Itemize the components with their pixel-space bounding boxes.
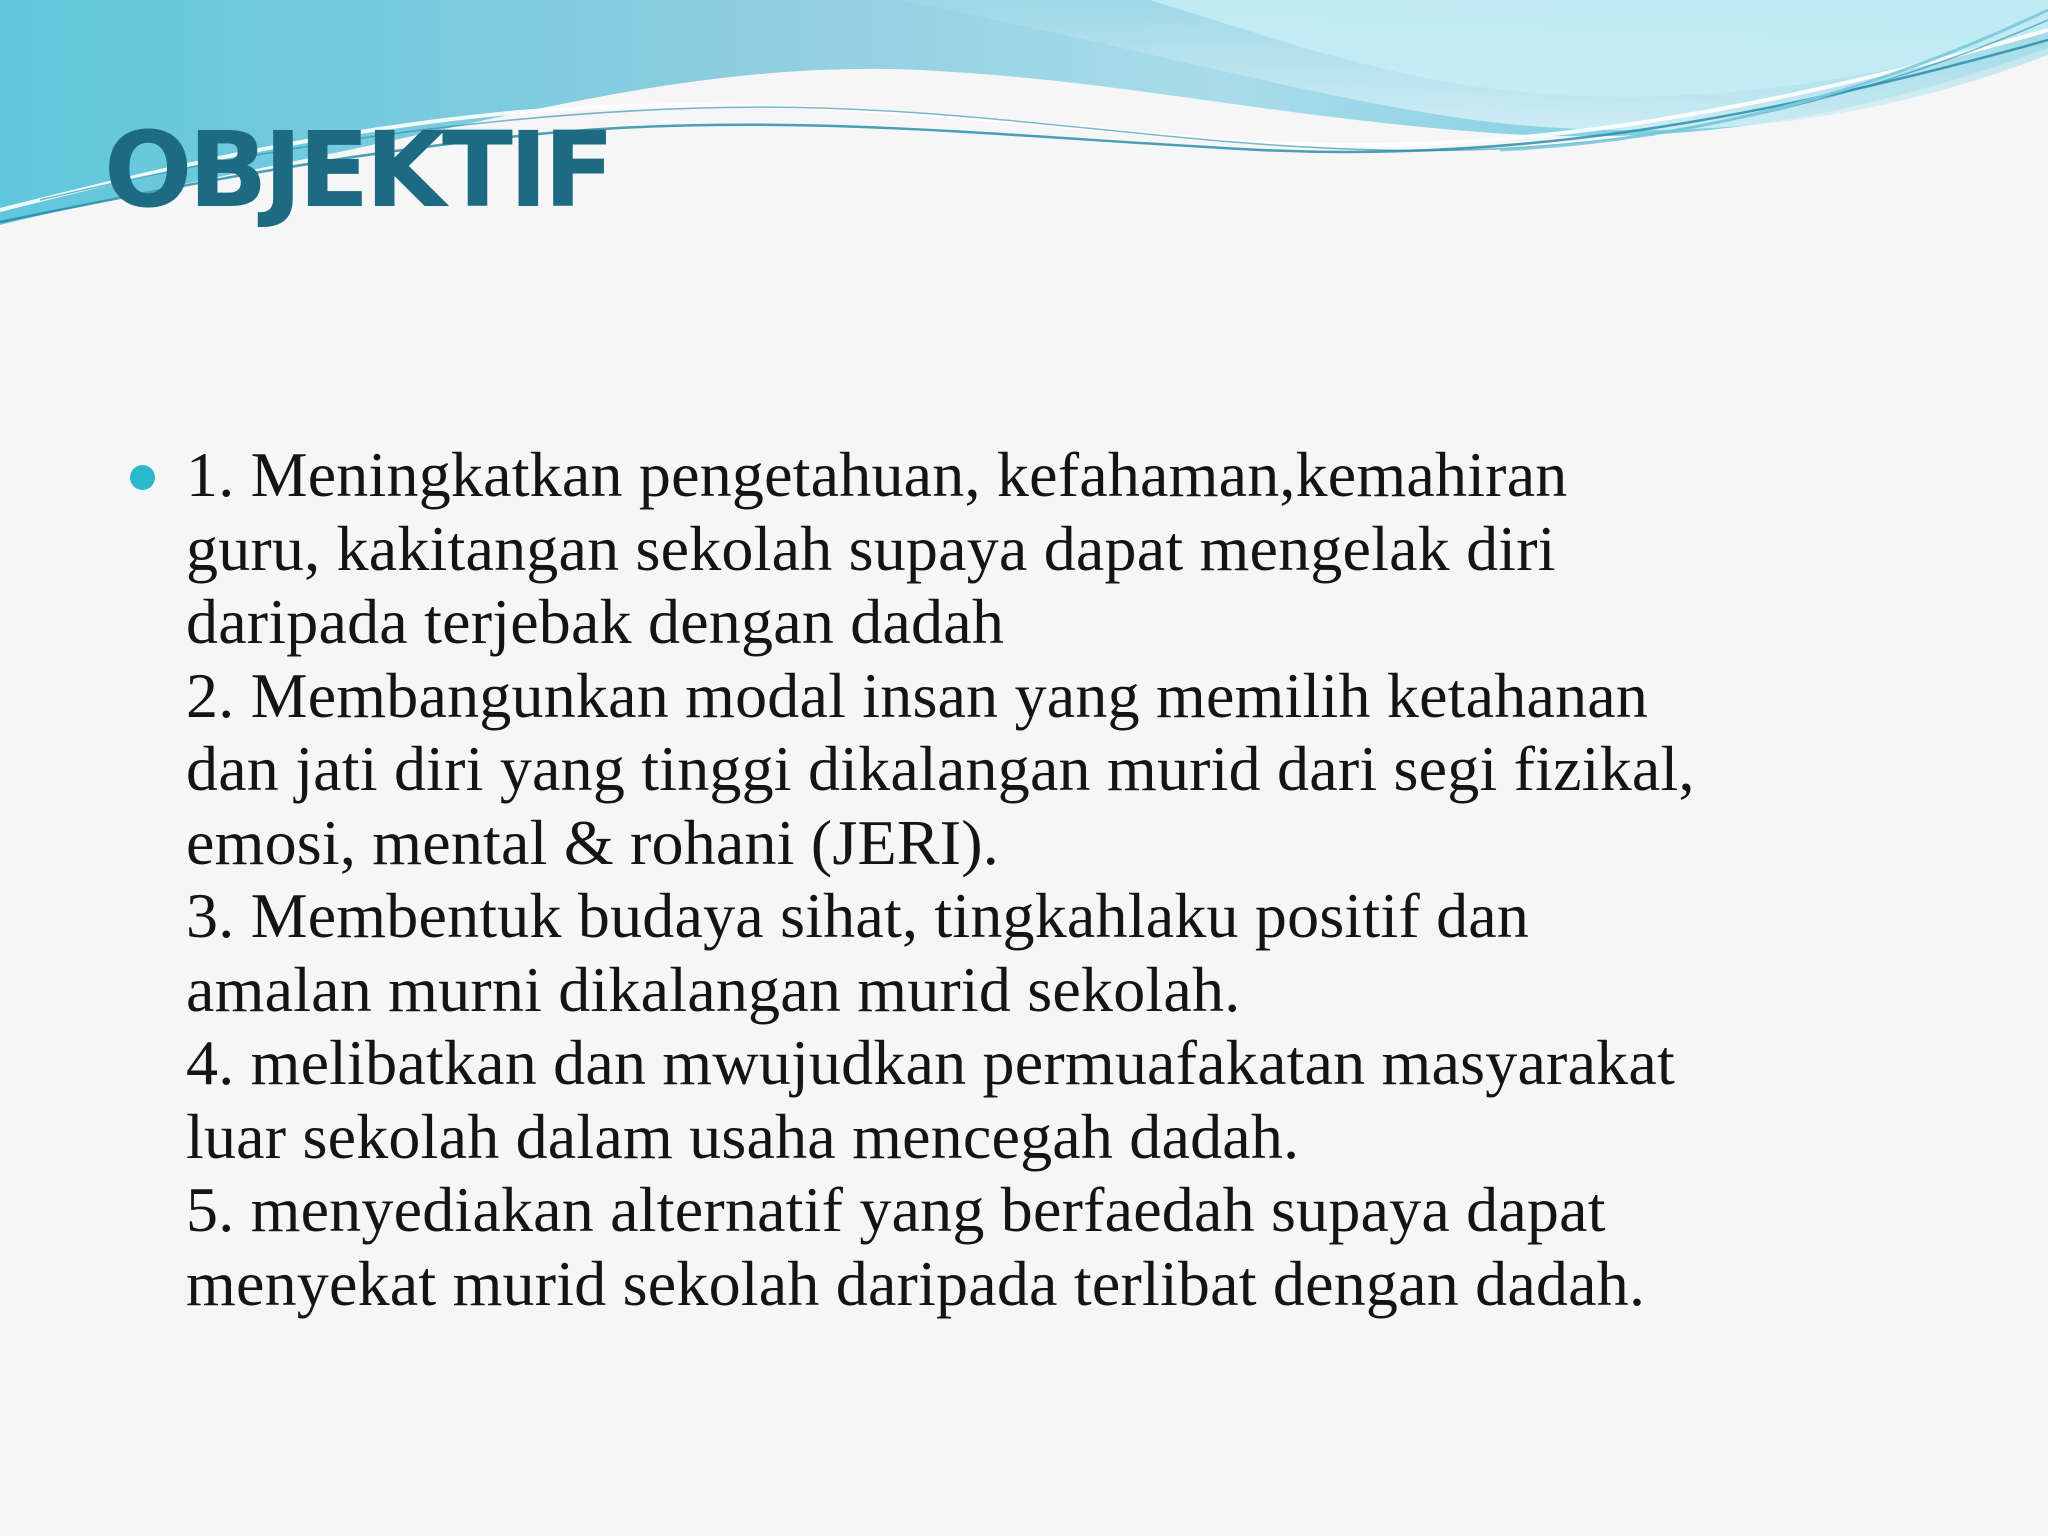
bullet-line: menyekat murid sekolah daripada terlibat dengan dadah. [186,1247,1646,1319]
bullet-line: emosi, mental & rohani (JERI). [186,806,999,878]
bullet-line: dan jati diri yang tinggi dikalangan murid dari segi fizikal, [186,733,1695,804]
bullet-line: luar sekolah dalam usaha mencegah dadah. [186,1100,1300,1172]
bullet-line: guru, kakitangan sekolah supaya dapat mengelak diri [186,512,1556,584]
bullet-line: 4. melibatkan dan mwujudkan permuafakatan masyarakat [186,1027,1675,1098]
bullet-line: 5. menyediakan alternatif yang berfaedah supaya dapat [186,1174,1606,1245]
bullet-line: 3. Membentuk budaya sihat, tingkahlaku positif dan [186,880,1530,951]
bullet-item [186,438,2030,1320]
bullet-line: daripada terjebak dengan dadah [186,586,1005,657]
bullet-line: 1. Meningkatkan pengetahuan, kefahaman,kemahiran [186,439,1568,510]
bullet-list [130,438,2030,1320]
slide-title: OBJEKTIF [104,109,611,231]
bullet-line: 2. Membangunkan modal insan yang memilih ketahanan [186,659,1649,731]
bullet-line: amalan murni dikalangan murid sekolah. [186,953,1241,1025]
bullet-dot-icon [130,465,155,490]
